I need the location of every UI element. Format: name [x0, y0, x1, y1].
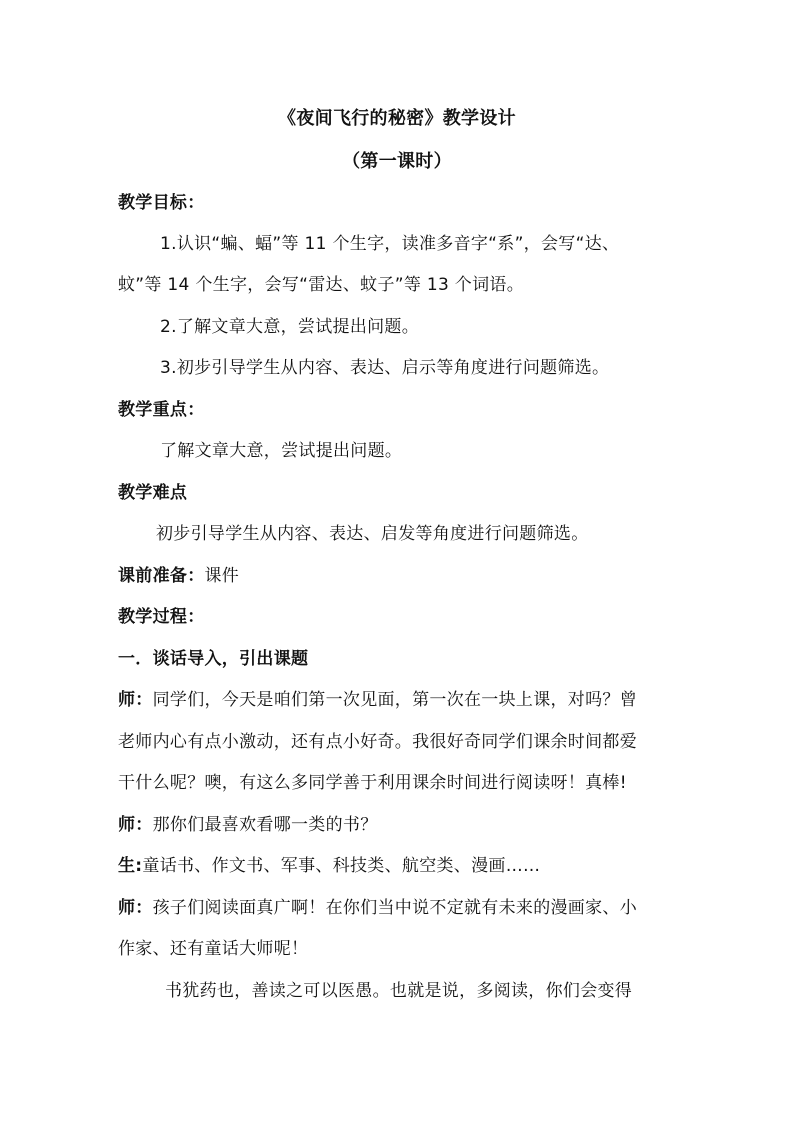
- objective-2: 2.了解文章大意，尝试提出问题。: [160, 317, 420, 337]
- document-title: 《夜间飞行的秘密》教学设计: [278, 108, 516, 129]
- preparation-heading: 课前准备：: [118, 566, 205, 586]
- objective-3: 3.初步引导学生从内容、表达、启示等角度进行问题筛选。: [160, 358, 610, 378]
- document-subtitle: （第一课时）: [342, 151, 452, 172]
- teacher-speaker-label: 师：: [118, 898, 153, 918]
- paragraph-1-line-2: 老师内心有点小激动，还有点小好奇。我很好奇同学们课余时间都爱: [118, 732, 637, 752]
- key-point-heading: 教学重点：: [118, 400, 205, 420]
- section-1-heading: 一．谈话导入，引出课题: [118, 649, 309, 669]
- difficulty-heading: 教学难点: [118, 483, 188, 503]
- teacher-speaker-label: 师：: [118, 815, 153, 835]
- paragraph-5-line-1: 书犹药也，善读之可以医愚。也就是说，多阅读，你们会变得: [165, 981, 633, 1001]
- objective-1-line-1: 1.认识“蝙、蝠”等 11 个生字，读准多音字“系”，会写“达、: [160, 234, 620, 254]
- preparation-text: 课件: [204, 566, 240, 586]
- paragraph-1-line-1: [118, 688, 637, 712]
- objectives-heading: 教学目标：: [118, 193, 205, 213]
- difficulty-text: 初步引导学生从内容、表达、启发等角度进行问题筛选。: [156, 524, 589, 544]
- paragraph-4-line-2: 作家、还有童话大师呢！: [118, 939, 309, 959]
- paragraph-1-text: 同学们，今天是咱们第一次见面，第一次在一块上课，对吗？曾: [152, 690, 638, 710]
- paragraph-2-text: 那你们最喜欢看哪一类的书？: [152, 815, 378, 835]
- paragraph-4-line-1: [118, 896, 637, 920]
- paragraph-1-line-3: 干什么呢？噢，有这么多同学善于利用课余时间进行阅读呀！真棒!: [118, 773, 627, 793]
- process-heading: 教学过程：: [118, 607, 205, 627]
- paragraph-2: [118, 813, 378, 837]
- paragraph-3: [118, 854, 540, 878]
- paragraph-3-text: 童话书、作文书、军事、科技类、航空类、漫画……: [142, 856, 541, 876]
- objective-1-line-2: 蚊”等 14 个生字，会写“雷达、蚊子”等 13 个词语。: [118, 275, 524, 295]
- paragraph-4-text: 孩子们阅读面真广啊！在你们当中说不定就有未来的漫画家、小: [152, 898, 638, 918]
- key-point-text: 了解文章大意，尝试提出问题。: [160, 441, 403, 461]
- student-speaker-label: 生:: [118, 856, 143, 876]
- preparation-line: [118, 564, 239, 588]
- teacher-speaker-label: 师：: [118, 690, 153, 710]
